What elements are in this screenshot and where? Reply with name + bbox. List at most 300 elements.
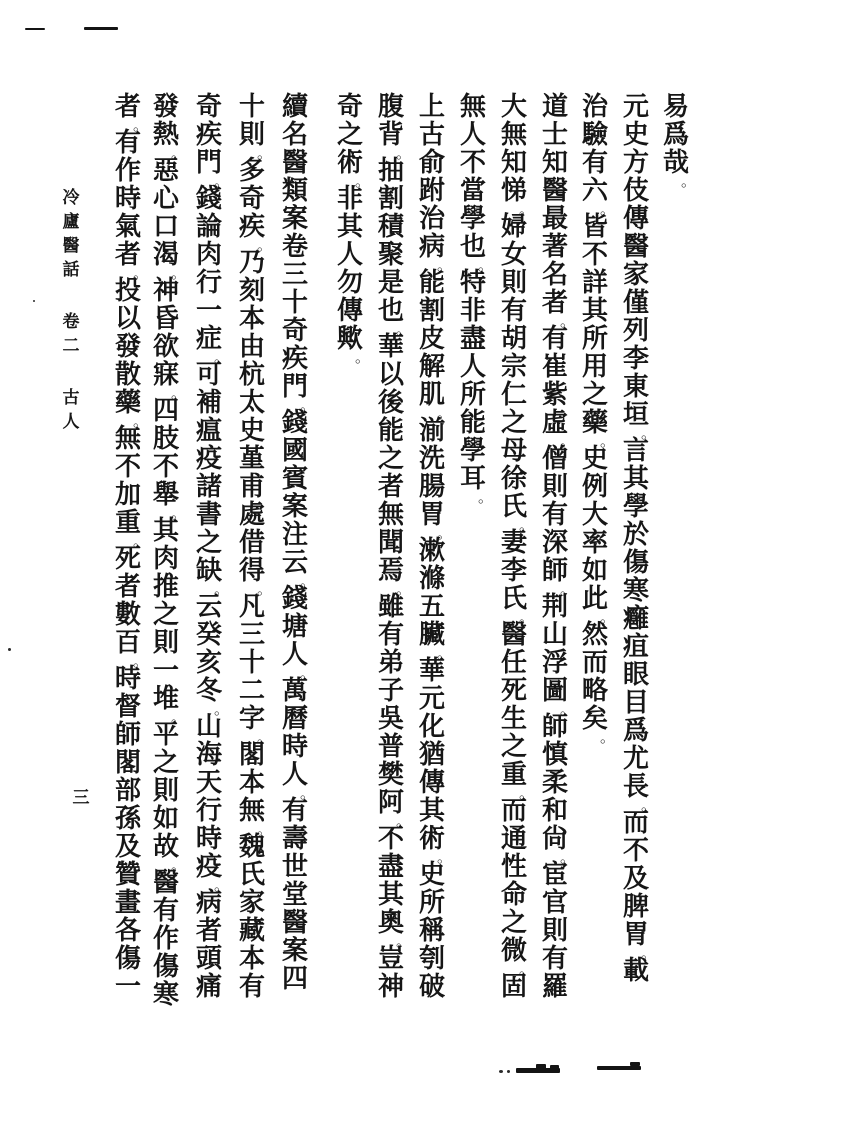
glyph: 哉 [662, 148, 689, 178]
glyph: 通 [500, 824, 527, 854]
glyph: 作 [114, 156, 141, 186]
glyph: 字 [238, 704, 265, 734]
glyph: 重 [500, 760, 527, 790]
glyph: 話 [62, 260, 80, 280]
glyph: 贊 [114, 860, 141, 890]
glyph: 天 [195, 768, 222, 798]
glyph: 無 [114, 424, 141, 454]
glyph: 山 [195, 712, 222, 742]
punctuation-mark: 。 [213, 172, 229, 190]
glyph: 發 [114, 332, 141, 362]
glyph: 師 [541, 556, 568, 586]
glyph: 推 [152, 572, 179, 602]
glyph: 十 [238, 648, 265, 678]
glyph: 頭 [195, 944, 222, 974]
glyph: 聚 [377, 240, 404, 270]
glyph: 胃 [622, 920, 649, 950]
glyph: 著 [541, 232, 568, 262]
glyph: 作 [152, 924, 179, 954]
text-column-3 [578, 92, 615, 746]
glyph: 易 [662, 92, 689, 122]
glyph: 之 [500, 408, 527, 438]
glyph: 李 [500, 556, 527, 586]
glyph: 則 [500, 268, 527, 298]
glyph: 和 [541, 796, 568, 826]
glyph: 李 [622, 344, 649, 374]
glyph: 督 [114, 692, 141, 722]
glyph: 人 [459, 352, 486, 382]
glyph: 渴 [152, 240, 179, 270]
glyph: 傳 [622, 204, 649, 234]
glyph: 用 [581, 352, 608, 382]
glyph: 非 [459, 296, 486, 326]
glyph: 載 [622, 956, 649, 986]
glyph: 疫 [195, 444, 222, 474]
glyph: 長 [622, 772, 649, 802]
punctuation-mark: 。 [559, 580, 575, 598]
glyph: 甫 [238, 472, 265, 502]
glyph: 爲 [622, 716, 649, 746]
glyph: 時 [281, 732, 308, 762]
glyph: 悌 [500, 176, 527, 206]
punctuation-mark: 。 [213, 580, 229, 598]
glyph: 亥 [195, 648, 222, 678]
glyph: 者 [195, 916, 222, 946]
glyph: 羅 [541, 972, 568, 1002]
glyph: 後 [377, 388, 404, 418]
punctuation-mark: 。 [256, 728, 272, 746]
glyph: 浮 [541, 648, 568, 678]
glyph: 當 [459, 176, 486, 206]
glyph: 其 [622, 464, 649, 494]
glyph: 僧 [541, 444, 568, 474]
glyph: 案 [281, 492, 308, 522]
glyph: 方 [622, 148, 649, 178]
glyph: 猶 [418, 740, 445, 770]
punctuation-mark: 。 [559, 700, 575, 718]
text-column-7 [415, 92, 452, 1002]
glyph: 不 [377, 824, 404, 854]
glyph: 虛 [541, 408, 568, 438]
text-column-12 [192, 92, 229, 1002]
glyph: 崔 [541, 352, 568, 382]
punctuation-mark: 。 [132, 264, 148, 282]
glyph: 部 [114, 776, 141, 806]
glyph: 者 [541, 288, 568, 318]
glyph: 有 [152, 896, 179, 926]
glyph: 缺 [195, 556, 222, 586]
glyph: 熱 [152, 120, 179, 150]
glyph: 微 [500, 936, 527, 966]
punctuation-mark: 。 [680, 172, 696, 190]
glyph: 續 [281, 92, 308, 122]
punctuation-mark: 。 [640, 944, 656, 962]
glyph: 有 [541, 500, 568, 530]
glyph: 時 [114, 184, 141, 214]
glyph: 肌 [418, 380, 445, 410]
punctuation-mark: 。 [436, 404, 452, 422]
glyph: 欲 [152, 332, 179, 362]
text-column-13 [149, 92, 186, 1010]
punctuation-mark: 。 [436, 848, 452, 866]
punctuation-mark: 。 [599, 728, 615, 746]
glyph: 無 [500, 120, 527, 150]
glyph: 國 [281, 436, 308, 466]
glyph: 案 [281, 204, 308, 234]
glyph: 目 [622, 688, 649, 718]
glyph: 無 [377, 500, 404, 530]
glyph: 閣 [114, 748, 141, 778]
glyph: 湔 [418, 416, 445, 446]
glyph: 腸 [418, 472, 445, 502]
glyph: 一 [195, 296, 222, 326]
glyph: 尤 [622, 744, 649, 774]
page-number: 三 [72, 788, 90, 808]
glyph: 者 [114, 92, 141, 122]
glyph: 其 [152, 516, 179, 546]
glyph: 壽 [281, 824, 308, 854]
glyph: 矣 [581, 704, 608, 734]
glyph: 則 [238, 120, 265, 150]
glyph: 東 [622, 372, 649, 402]
glyph: 滌 [418, 564, 445, 594]
glyph: 補 [195, 388, 222, 418]
glyph: 割 [418, 296, 445, 326]
glyph: 門 [195, 148, 222, 178]
glyph: 也 [377, 296, 404, 326]
glyph: 慎 [541, 740, 568, 770]
glyph: 積 [377, 212, 404, 242]
scan-artifact-speck [507, 1070, 510, 1073]
glyph: 能 [459, 408, 486, 438]
glyph: 學 [459, 204, 486, 234]
glyph: 任 [500, 648, 527, 678]
glyph: 本 [238, 944, 265, 974]
glyph: 三 [238, 620, 265, 650]
glyph: 冷 [62, 188, 80, 208]
glyph: 解 [418, 352, 445, 382]
glyph: 知 [541, 148, 568, 178]
glyph: 焉 [377, 556, 404, 586]
scan-artifact-dash [25, 28, 45, 30]
glyph: 抽 [377, 156, 404, 186]
glyph: 歟 [336, 324, 363, 354]
glyph: 杭 [238, 360, 265, 390]
glyph: 如 [581, 556, 608, 586]
punctuation-mark: 。 [170, 264, 186, 282]
glyph: 名 [541, 260, 568, 290]
glyph: 廬 [62, 212, 80, 232]
punctuation-mark: 。 [170, 144, 186, 162]
glyph: 非 [336, 184, 363, 214]
glyph: 傷 [622, 548, 649, 578]
glyph: 古 [418, 120, 445, 150]
glyph: 例 [581, 472, 608, 502]
glyph: 奇 [238, 184, 265, 214]
punctuation-mark: 。 [436, 524, 452, 542]
glyph: 大 [500, 92, 527, 122]
glyph: 氏 [238, 860, 265, 890]
glyph: 之 [377, 444, 404, 474]
glyph: 門 [281, 372, 308, 402]
glyph: 二 [238, 676, 265, 706]
glyph: 史 [581, 444, 608, 474]
glyph: 處 [238, 500, 265, 530]
glyph: 舉 [152, 480, 179, 510]
glyph: 女 [500, 240, 527, 270]
glyph: 一 [114, 972, 141, 1002]
punctuation-mark: 。 [213, 348, 229, 366]
glyph: 性 [500, 852, 527, 882]
glyph: 死 [114, 544, 141, 574]
glyph: 阿 [377, 788, 404, 818]
glyph: 割 [377, 184, 404, 214]
glyph: 所 [459, 380, 486, 410]
glyph: 乃 [238, 248, 265, 278]
glyph: 山 [541, 620, 568, 650]
glyph: 加 [114, 480, 141, 510]
punctuation-mark: 。 [640, 424, 656, 442]
glyph: 氏 [500, 584, 527, 614]
glyph: 塘 [281, 612, 308, 642]
glyph: 柔 [541, 768, 568, 798]
glyph: 家 [238, 888, 265, 918]
glyph: 治 [418, 204, 445, 234]
glyph: 發 [152, 92, 179, 122]
glyph: 孫 [114, 804, 141, 834]
glyph: 多 [238, 156, 265, 186]
glyph: 名 [281, 120, 308, 150]
glyph: 死 [500, 676, 527, 706]
glyph: 錢 [281, 584, 308, 614]
glyph: 垣 [622, 400, 649, 430]
punctuation-mark: 。 [299, 396, 315, 414]
glyph: 者 [114, 572, 141, 602]
glyph: 脾 [622, 892, 649, 922]
glyph: 徐 [500, 464, 527, 494]
glyph: 四 [152, 396, 179, 426]
glyph: 各 [114, 916, 141, 946]
glyph: 畫 [114, 888, 141, 918]
glyph: 盡 [459, 324, 486, 354]
glyph: 治 [581, 92, 608, 122]
glyph: 借 [238, 528, 265, 558]
glyph: 口 [152, 212, 179, 242]
glyph: 故 [152, 832, 179, 862]
glyph: 十 [281, 288, 308, 318]
glyph: 時 [195, 824, 222, 854]
glyph: 而 [500, 796, 527, 826]
glyph: 稱 [418, 916, 445, 946]
punctuation-mark: 。 [170, 856, 186, 874]
glyph: 古 [62, 388, 80, 408]
glyph: 由 [238, 332, 265, 362]
glyph: 數 [114, 600, 141, 630]
glyph: 藥 [114, 388, 141, 418]
glyph: 之 [581, 380, 608, 410]
glyph: 不 [622, 836, 649, 866]
punctuation-mark: 。 [477, 488, 493, 506]
scan-artifact-speck [499, 1070, 503, 1073]
glyph: 本 [238, 768, 265, 798]
glyph: 豈 [377, 944, 404, 974]
glyph: 諸 [195, 472, 222, 502]
glyph: 錢 [195, 184, 222, 214]
punctuation-mark: 。 [213, 876, 229, 894]
glyph: 本 [238, 304, 265, 334]
glyph: 皆 [581, 212, 608, 242]
scan-artifact-smudge [550, 1065, 559, 1070]
glyph: 六 [581, 176, 608, 206]
glyph: 傷 [152, 952, 179, 982]
glyph: 官 [541, 888, 568, 918]
punctuation-mark: 。 [132, 412, 148, 430]
glyph: 生 [500, 704, 527, 734]
glyph: 醫 [541, 176, 568, 206]
punctuation-mark: 。 [170, 384, 186, 402]
punctuation-mark: 。 [354, 172, 370, 190]
glyph: 之 [195, 528, 222, 558]
glyph: 醫 [500, 620, 527, 650]
glyph: 荆 [541, 592, 568, 622]
punctuation-mark: 。 [132, 652, 148, 670]
glyph: 如 [152, 804, 179, 834]
punctuation-mark: 。 [395, 812, 411, 830]
glyph: 紫 [541, 380, 568, 410]
glyph: 能 [377, 416, 404, 446]
glyph: 略 [581, 676, 608, 706]
punctuation-mark: 。 [436, 256, 452, 274]
punctuation-mark: 。 [132, 532, 148, 550]
glyph: 此 [581, 584, 608, 614]
glyph: 有 [238, 972, 265, 1002]
text-column-5 [497, 92, 534, 1002]
glyph: 所 [418, 888, 445, 918]
glyph: 肢 [152, 424, 179, 454]
glyph: 傷 [114, 944, 141, 974]
glyph: 有 [541, 324, 568, 354]
scan-artifact-smudge [536, 1064, 546, 1069]
glyph: 云 [195, 592, 222, 622]
glyph: 以 [114, 304, 141, 334]
glyph: 曆 [281, 704, 308, 734]
glyph: 得 [238, 556, 265, 586]
glyph: 之 [500, 908, 527, 938]
punctuation-mark: 。 [559, 432, 575, 450]
scan-artifact-speck [8, 648, 11, 651]
glyph: 婦 [500, 212, 527, 242]
glyph: 雖 [377, 592, 404, 622]
punctuation-mark: 。 [599, 608, 615, 626]
glyph: 病 [195, 888, 222, 918]
punctuation-mark: 。 [256, 144, 272, 162]
glyph: 不 [114, 452, 141, 482]
glyph: 而 [622, 808, 649, 838]
glyph: 史 [418, 860, 445, 890]
punctuation-mark: 。 [170, 708, 186, 726]
glyph: 盡 [377, 852, 404, 882]
glyph: 瘟 [195, 416, 222, 446]
glyph: 不 [581, 240, 608, 270]
punctuation-mark: 。 [518, 516, 534, 534]
glyph: 奇 [281, 316, 308, 346]
glyph: 魏 [238, 832, 265, 862]
glyph: 仁 [500, 380, 527, 410]
glyph: 二 [62, 336, 80, 356]
glyph: 元 [418, 684, 445, 714]
text-column-10 [278, 92, 315, 994]
glyph: 所 [581, 324, 608, 354]
glyph: 士 [541, 120, 568, 150]
scan-artifact-smudge [630, 1062, 640, 1066]
glyph: 之 [500, 732, 527, 762]
scan-artifact-dash [84, 27, 118, 30]
punctuation-mark: 。 [599, 200, 615, 218]
glyph: 四 [281, 964, 308, 994]
punctuation-mark: 。 [436, 644, 452, 662]
glyph: 行 [195, 796, 222, 826]
glyph: 其 [581, 296, 608, 326]
punctuation-mark: 。 [132, 116, 148, 134]
glyph: 史 [238, 416, 265, 446]
glyph: 大 [581, 500, 608, 530]
glyph: 病 [418, 232, 445, 262]
glyph: 不 [459, 148, 486, 178]
glyph: 臟 [418, 620, 445, 650]
glyph: 圖 [541, 676, 568, 706]
punctuation-mark: 。 [170, 504, 186, 522]
glyph: 者 [114, 240, 141, 270]
glyph: 痛 [195, 972, 222, 1002]
text-column-2 [619, 92, 656, 986]
glyph: 疾 [281, 344, 308, 374]
glyph: 胡 [500, 324, 527, 354]
glyph: 學 [459, 436, 486, 466]
glyph: 史 [622, 120, 649, 150]
glyph: 氣 [114, 212, 141, 242]
glyph: 堆 [152, 684, 179, 714]
glyph: 神 [377, 972, 404, 1002]
glyph: 刳 [418, 944, 445, 974]
glyph: 論 [195, 212, 222, 242]
glyph: 命 [500, 880, 527, 910]
glyph: 惡 [152, 156, 179, 186]
punctuation-mark: 。 [299, 784, 315, 802]
punctuation-mark: 。 [518, 200, 534, 218]
punctuation-mark: 。 [354, 348, 370, 366]
punctuation-mark: 。 [559, 848, 575, 866]
glyph: 眼 [622, 660, 649, 690]
glyph: 其 [377, 880, 404, 910]
punctuation-mark: 。 [395, 320, 411, 338]
glyph: 疫 [195, 852, 222, 882]
glyph: 有 [581, 148, 608, 178]
glyph: 類 [281, 176, 308, 206]
glyph: 云 [281, 548, 308, 578]
glyph: 妻 [500, 528, 527, 558]
glyph: 時 [114, 664, 141, 694]
glyph: 堇 [238, 444, 265, 474]
glyph: 三 [281, 260, 308, 290]
glyph: 僅 [622, 288, 649, 318]
glyph: 昏 [152, 304, 179, 334]
punctuation-mark: 。 [299, 572, 315, 590]
glyph: 萬 [281, 676, 308, 706]
glyph: 醫 [62, 236, 80, 256]
glyph: 症 [195, 324, 222, 354]
glyph: 洗 [418, 444, 445, 474]
glyph: 樊 [377, 760, 404, 790]
